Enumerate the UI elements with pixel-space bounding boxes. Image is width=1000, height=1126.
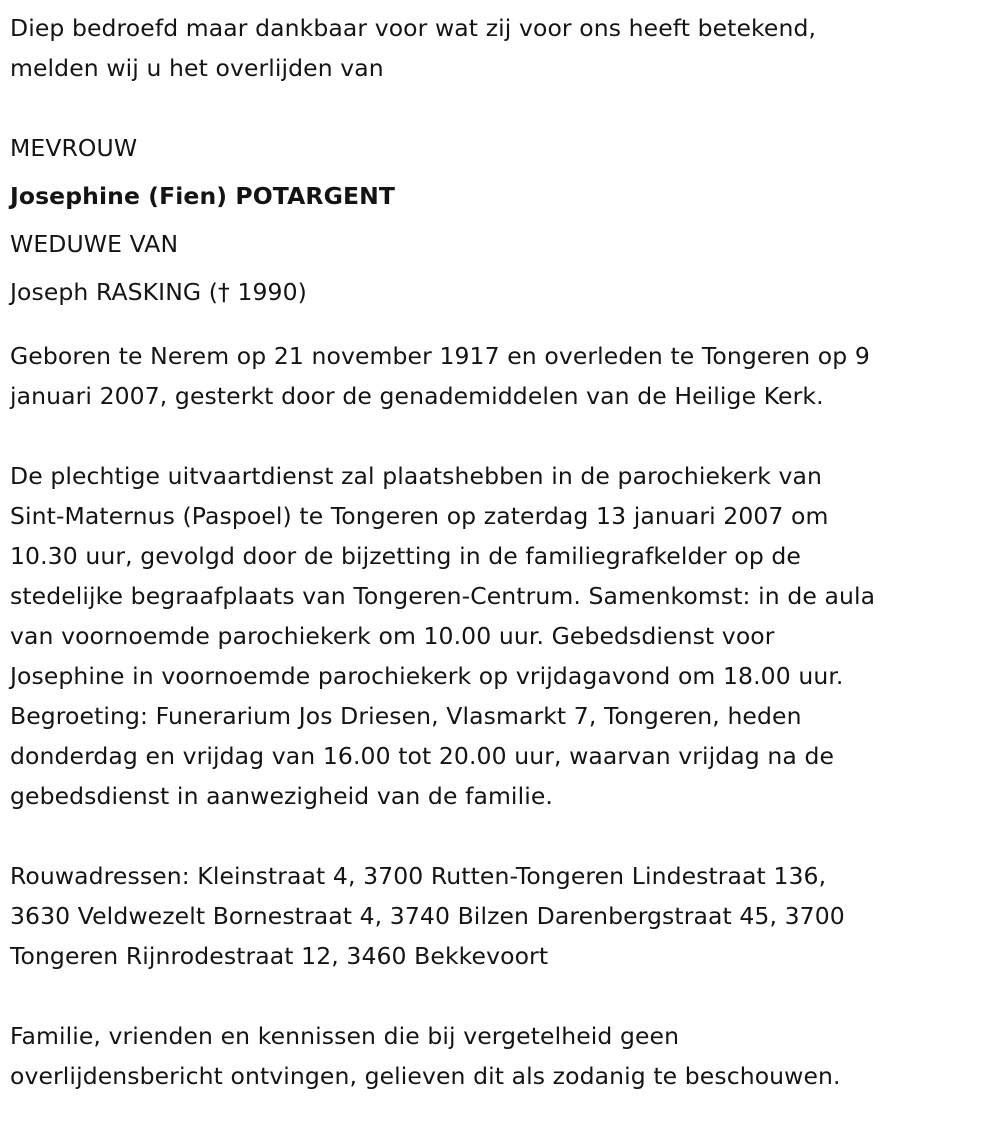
birth-paragraph <box>10 336 875 416</box>
text-line: melden wij u het overlijden van <box>10 54 384 82</box>
text-line: januari 2007, gesterkt door de genademiddelen van de Heilige Kerk. <box>10 382 824 410</box>
text-line: 10.30 uur, gevolgd door de bijzetting in de familiegrafkelder op de <box>10 542 801 570</box>
text-line: Diep bedroefd maar dankbaar voor wat zij voor ons heeft betekend, <box>10 14 817 42</box>
intro-paragraph <box>10 8 875 88</box>
title-label: MEVROUW <box>10 134 138 162</box>
text-line: Rouwadressen: Kleinstraat 4, 3700 Rutten-Tongeren Lindestraat 136, <box>10 862 827 890</box>
text-line: De plechtige uitvaartdienst zal plaatshebben in de parochiekerk van <box>10 462 822 490</box>
text-line: stedelijke begraafplaats van Tongeren-Centrum. Samenkomst: in de aula <box>10 582 876 610</box>
text-line: Geboren te Nerem op 21 november 1917 en overleden te Tongeren op 9 <box>10 342 870 370</box>
spouse-name: Joseph RASKING († 1990) <box>10 278 307 306</box>
text-line: Begroeting: Funerarium Jos Driesen, Vlasmarkt 7, Tongeren, heden <box>10 702 802 730</box>
service-paragraph <box>10 456 875 816</box>
deceased-name: Josephine (Fien) POTARGENT <box>10 182 396 210</box>
text-line: 3630 Veldwezelt Bornestraat 4, 3740 Bilzen Darenbergstraat 45, 3700 <box>10 902 845 930</box>
text-line: Sint-Maternus (Paspoel) te Tongeren op zaterdag 13 januari 2007 om <box>10 502 829 530</box>
text-line: overlijdensbericht ontvingen, gelieven dit als zodanig te beschouwen. <box>10 1062 841 1090</box>
text-line: Tongeren Rijnrodestraat 12, 3460 Bekkevoort <box>10 942 549 970</box>
deceased-block <box>10 124 875 316</box>
text-line: Familie, vrienden en kennissen die bij vergetelheid geen <box>10 1022 680 1050</box>
closing-paragraph <box>10 1016 875 1096</box>
obituary-document <box>10 8 875 1096</box>
text-line: donderdag en vrijdag van 16.00 tot 20.00 uur, waarvan vrijdag na de <box>10 742 835 770</box>
text-line: Josephine in voornoemde parochiekerk op vrijdagavond om 18.00 uur. <box>10 662 844 690</box>
widow-label: WEDUWE VAN <box>10 230 179 258</box>
text-line: gebedsdienst in aanwezigheid van de familie. <box>10 782 553 810</box>
text-line: van voornoemde parochiekerk om 10.00 uur. Gebedsdienst voor <box>10 622 775 650</box>
addresses-paragraph <box>10 856 875 976</box>
